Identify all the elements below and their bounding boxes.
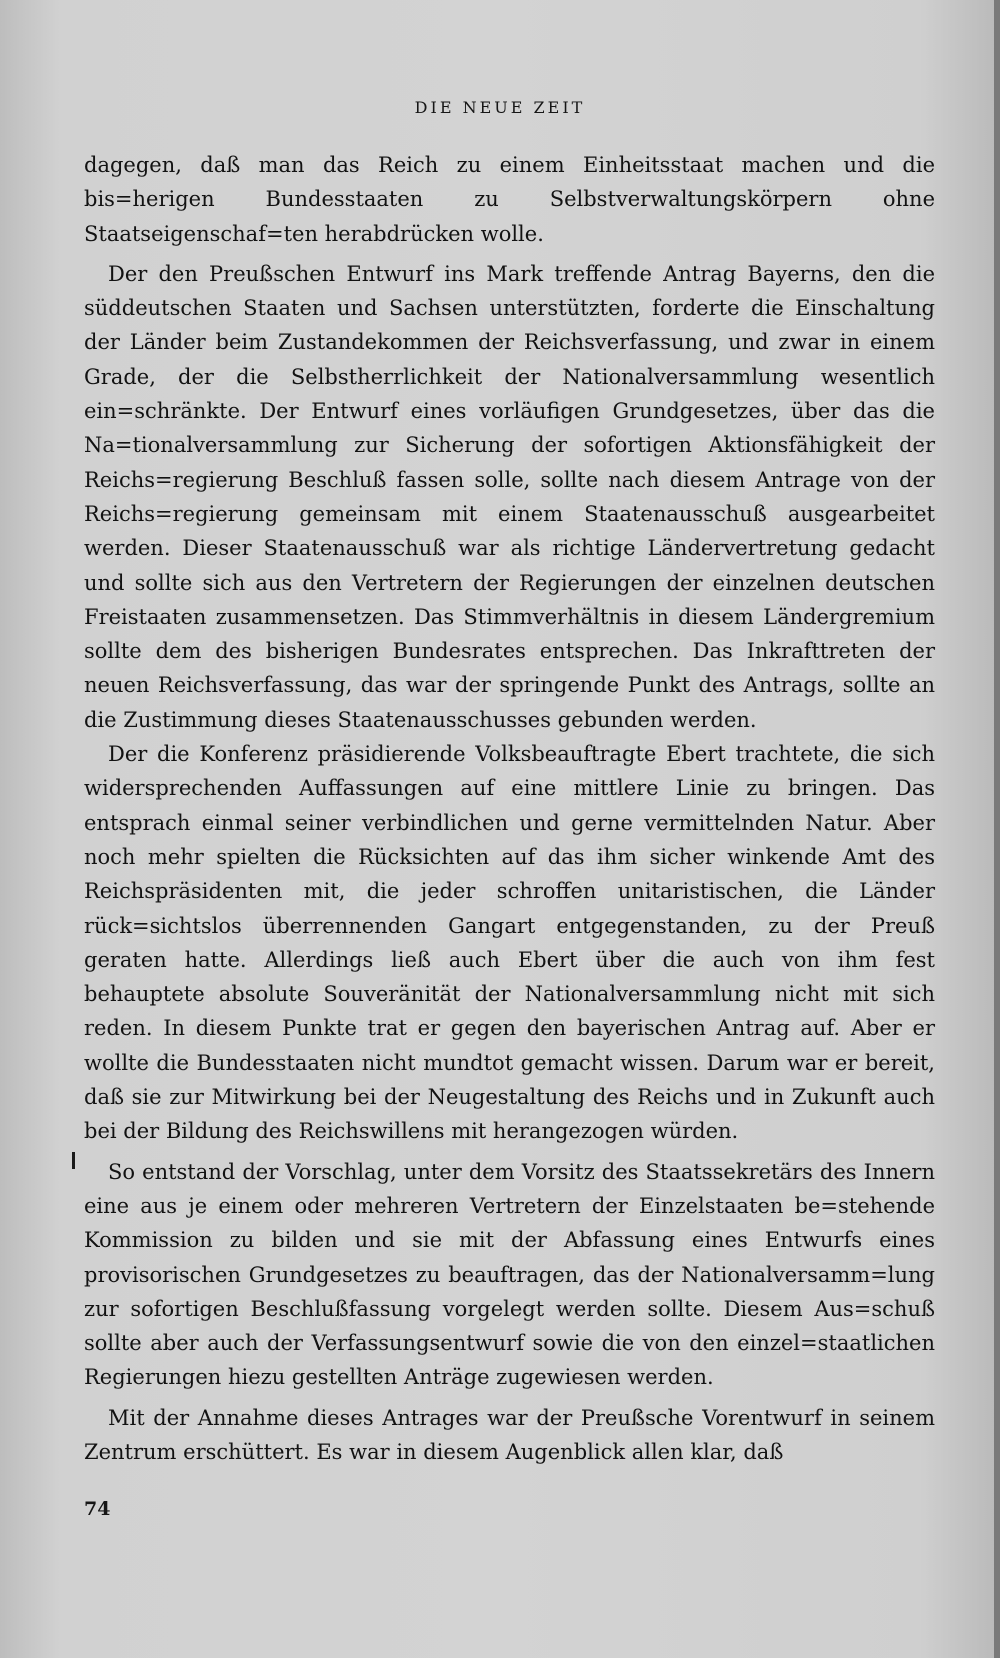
page-edge-shadow [994,0,1000,1658]
paragraph-continuation: dagegen, daß man das Reich zu einem Einheitsstaat machen und die bis=herigen Bundesstaaten zu Selbstverwaltungskörpern ohne Staatseigenschaf=ten herabdrücken wolle. [84,153,935,246]
margin-mark [72,1152,75,1169]
body-text [84,148,935,1469]
paragraph-commission-proposal: So entstand der Vorschlag, unter dem Vorsitz des Staatssekretärs des Innern eine aus je einem oder mehreren Vertretern der Einzelstaaten be=stehende Kommission zu bilden und sie mit der Abfassung eines Entwurfs eines provisorischen Grundgesetzes zu beauftragen, das der Nationalversamm=lung zur sofortigen Beschlußfassung vorgelegt werden sollte. Diesem Aus=schuß sollte aber auch der Verfassungsentwurf sowie die von den einzel=staatlichen Regierungen hiezu gestellten Anträge zugewiesen werden. [84,1159,935,1390]
page-number: 74 [84,1498,111,1520]
paragraph-conclusion: Mit der Annahme dieses Antrages war der Preußsche Vorentwurf in seinem Zentrum erschüttert. Es war in diesem Augenblick allen klar, daß [84,1405,935,1464]
running-header: DIE NEUE ZEIT [414,98,586,117]
paragraph-ebert: Der die Konferenz präsidierende Volksbeauftragte Ebert trachtete, die sich widersprechenden Auffassungen auf eine mittlere Linie zu bringen. Das entsprach einmal seiner verbindlichen und gerne vermittelnden Natur. Aber noch mehr spielten die Rücksichten auf das ihm sicher winkende Amt des Reichspräsidenten mit, die jeder schroffen unitaristischen, die Länder rück=sichtslos überrennenden Gangart entgegenstanden, zu der Preuß geraten hatte. Allerdings ließ auch Ebert über die auch von ihm fest behauptete absolute Souveränität der Nationalversammlung nicht mit sich reden. In diesem Punkte trat er gegen den bayerischen Antrag auf. Aber er wollte die Bundesstaaten nicht mundtot gemacht wissen. Darum war er bereit, daß sie zur Mitwirkung bei der Neugestaltung des Reichs und in Zukunft auch bei der Bildung des Reichswillens mit herangezogen würden. [84,742,935,1144]
paragraph-bavarian-motion: Der den Preußschen Entwurf ins Mark treffende Antrag Bayerns, den die süddeutschen Staaten und Sachsen unterstützten, forderte die Einschaltung der Länder beim Zustandekommen der Reichsverfassung, und zwar in einem Grade, der die Selbstherrlichkeit der Nationalversammlung wesentlich ein=schränkte. Der Entwurf eines vorläufigen Grundgesetzes, über das die Na=tionalversammlung zur Sicherung der sofortigen Aktionsfähigkeit der Reichs=regierung Beschluß fassen solle, sollte nach diesem Antrage von der Reichs=regierung gemeinsam mit einem Staatenausschuß ausgearbeitet werden. Dieser Staatenausschuß war als richtige Ländervertretung gedacht und sollte sich aus den Vertretern der Regierungen der einzelnen deutschen Freistaaten zusammensetzen. Das Stimmverhältnis in diesem Ländergremium sollte dem des bisherigen Bundesrates entsprechen. Das Inkrafttreten der neuen Reichsverfassung, das war der springende Punkt des Antrags, sollte an die Zustimmung dieses Staatenausschusses gebunden werden. [84,261,935,732]
